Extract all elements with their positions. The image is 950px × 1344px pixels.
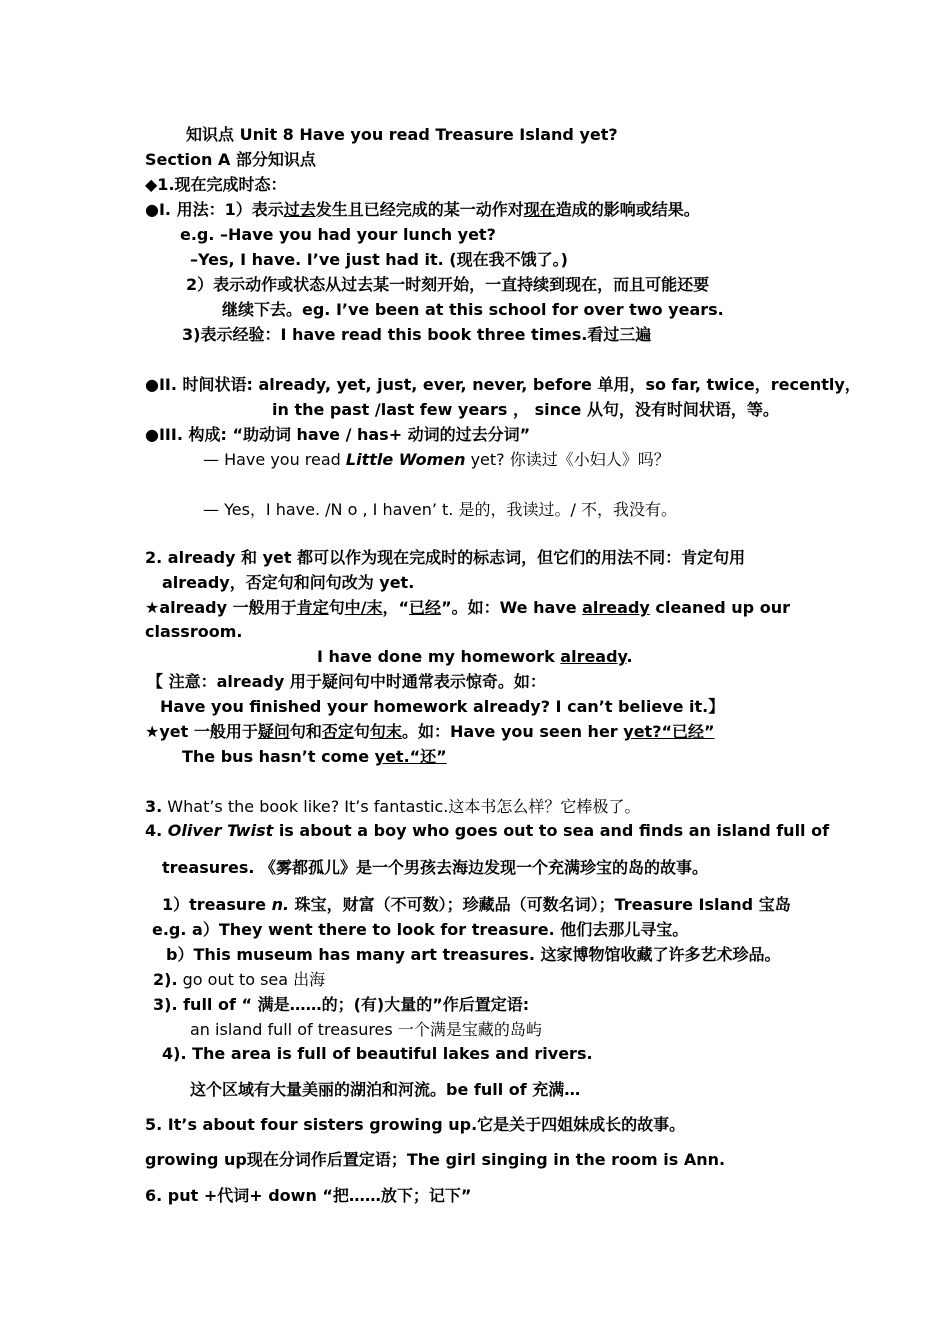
note-line-2: Have you finished your homework already? I can’t believe it.】 [160,697,725,716]
usage-2-line-1: 2）表示动作或状态从过去某一时刻开始，一直持续到现在，而且可能还要 [186,275,710,294]
point-6: 6. put +代词+ down “把……放下；记下” [145,1186,472,1205]
point-3-number: 3. [145,797,163,816]
point-5-line-1: 5. It’s about four sisters growing up.它是关于四姐妹成长的故事。 [145,1115,686,1134]
yet-rule [145,722,715,742]
point-4-line-1-rest: is about a boy who goes out to sea and finds an island full of [273,821,830,840]
point-1-heading: ◆1.现在完成时态： [145,175,287,194]
already-rule-e: ，“ [382,598,410,617]
time-adverbials-line-2: in the past /last few years ， since 从句，没有时间状语，等。 [272,400,779,419]
point-5-line-2: growing up现在分词作后置定语；The girl singing in the room is Ann. [145,1150,726,1169]
point-2-line-2: already，否定句和问句改为 yet. [162,573,415,592]
time-adverbials-line-1: ●II. 时间状语: already, yet, just, ever, never, before 单用，so far, twice，recently， [145,375,861,394]
example-2: –Yes, I have. I’ve just had it. (现在我不饿了。) [190,250,568,269]
usage-past: 过去 [283,200,316,219]
area-example: 4). The area is full of beautiful lakes and rivers. [162,1044,593,1063]
yet-rule-g: 。如：Have you seen her [401,722,624,741]
dialogue-question [203,450,670,470]
point-4-line-1 [145,821,829,841]
full-of-definition: 3). full of “ 满是……的；(有)大量的”作后置定语: [153,995,530,1014]
already-rule-g: ”。如：We have [441,598,583,617]
homework-example-b: already [560,647,627,666]
point-3-text: What’s the book like? It’s fantastic.这本书怎么样？它棒极了。 [162,797,641,816]
treasure-pos: n. [271,895,290,914]
bus-example-b: yet.“还” [374,747,447,766]
already-rule [145,598,790,618]
treasure-word: 1）treasure [162,895,272,914]
book-title-little-women: Little Women [345,450,466,469]
yet-rule-a: ★yet 一般用于 [145,722,258,741]
go-out-to-sea [153,970,325,990]
usage-2-line-2: 继续下去。eg. I’ve been at this school for over two years. [222,300,724,319]
go-out-to-sea-text: go out to sea 出海 [177,970,326,989]
yet-rule-f: 句末 [369,722,402,741]
usage-3: 3)表示经验：I have read this book three times.看过三遍 [182,325,652,344]
usage-lead: ●I. 用法：1）表示 [145,200,284,219]
point-2-line-1: 2. already 和 yet 都可以作为现在完成时的标志词，但它们的用法不同：肯定句用 [145,548,746,567]
treasure-definition [162,895,791,915]
already-rule-b: 肯定 [296,598,329,617]
bus-example [182,747,447,767]
full-of-example: an island full of treasures 一个满是宝藏的岛屿 [190,1020,542,1039]
already-rule-cont: classroom. [145,622,243,641]
already-rule-d: 中/末 [344,598,383,617]
treasure-meaning: 珠宝，财富（不可数）；珍藏品（可数名词）；Treasure Island 宝岛 [289,895,791,914]
example-1: e.g. –Have you had your lunch yet? [180,225,496,244]
structure-line: ●III. 构成: “助动词 have / has+ 动词的过去分词” [145,425,531,444]
book-title-oliver-twist: Oliver Twist [167,821,274,840]
go-out-to-sea-number: 2). [153,970,178,989]
treasure-example-b: b）This museum has many art treasures. 这家博物馆收藏了许多艺术珍品。 [166,945,781,964]
dialogue-question-post: yet? 你读过《小妇人》吗？ [465,450,670,469]
yet-rule-d: 否定 [321,722,354,741]
usage-line [145,200,700,220]
already-rule-i: cleaned up our [649,598,790,617]
already-rule-h: already [582,598,650,617]
usage-now: 现在 [523,200,556,219]
note-line-1: 【 注意：already 用于疑问句中时通常表示惊奇。如： [147,672,546,691]
homework-example [317,647,633,667]
point-3 [145,797,640,817]
homework-example-c: . [626,647,633,666]
dialogue-question-pre: — Have you read [203,450,346,469]
point-4-line-2: treasures. 《雾都孤儿》是一个男孩去海边发现一个充满珍宝的岛的故事。 [162,858,709,877]
yet-rule-c: 句和 [289,722,322,741]
dialogue-answer: — Yes，I have. /N o , I haven’ t. 是的，我读过。/ 不，我没有。 [203,500,677,519]
yet-rule-b: 疑问 [257,722,290,741]
usage-mid: 发生且已经完成的某一动作对 [315,200,524,219]
document-title: 知识点 Unit 8 Have you read Treasure Island yet? [186,125,618,144]
usage-tail: 造成的影响或结果。 [555,200,700,219]
already-rule-c: 句 [328,598,345,617]
yet-rule-e: 句 [353,722,370,741]
already-rule-a: ★already 一般用于 [145,598,297,617]
bus-example-a: The bus hasn’t come [182,747,375,766]
already-rule-f: 已经 [409,598,442,617]
homework-example-a: I have done my homework [317,647,561,666]
area-example-translation: 这个区域有大量美丽的湖泊和河流。be full of 充满… [190,1080,581,1099]
yet-rule-h: yet?“已经” [623,722,715,741]
section-heading: Section A 部分知识点 [145,150,316,169]
treasure-example-a: e.g. a）They went there to look for treasure. 他们去那儿寻宝。 [152,920,689,939]
point-4-number: 4. [145,821,168,840]
